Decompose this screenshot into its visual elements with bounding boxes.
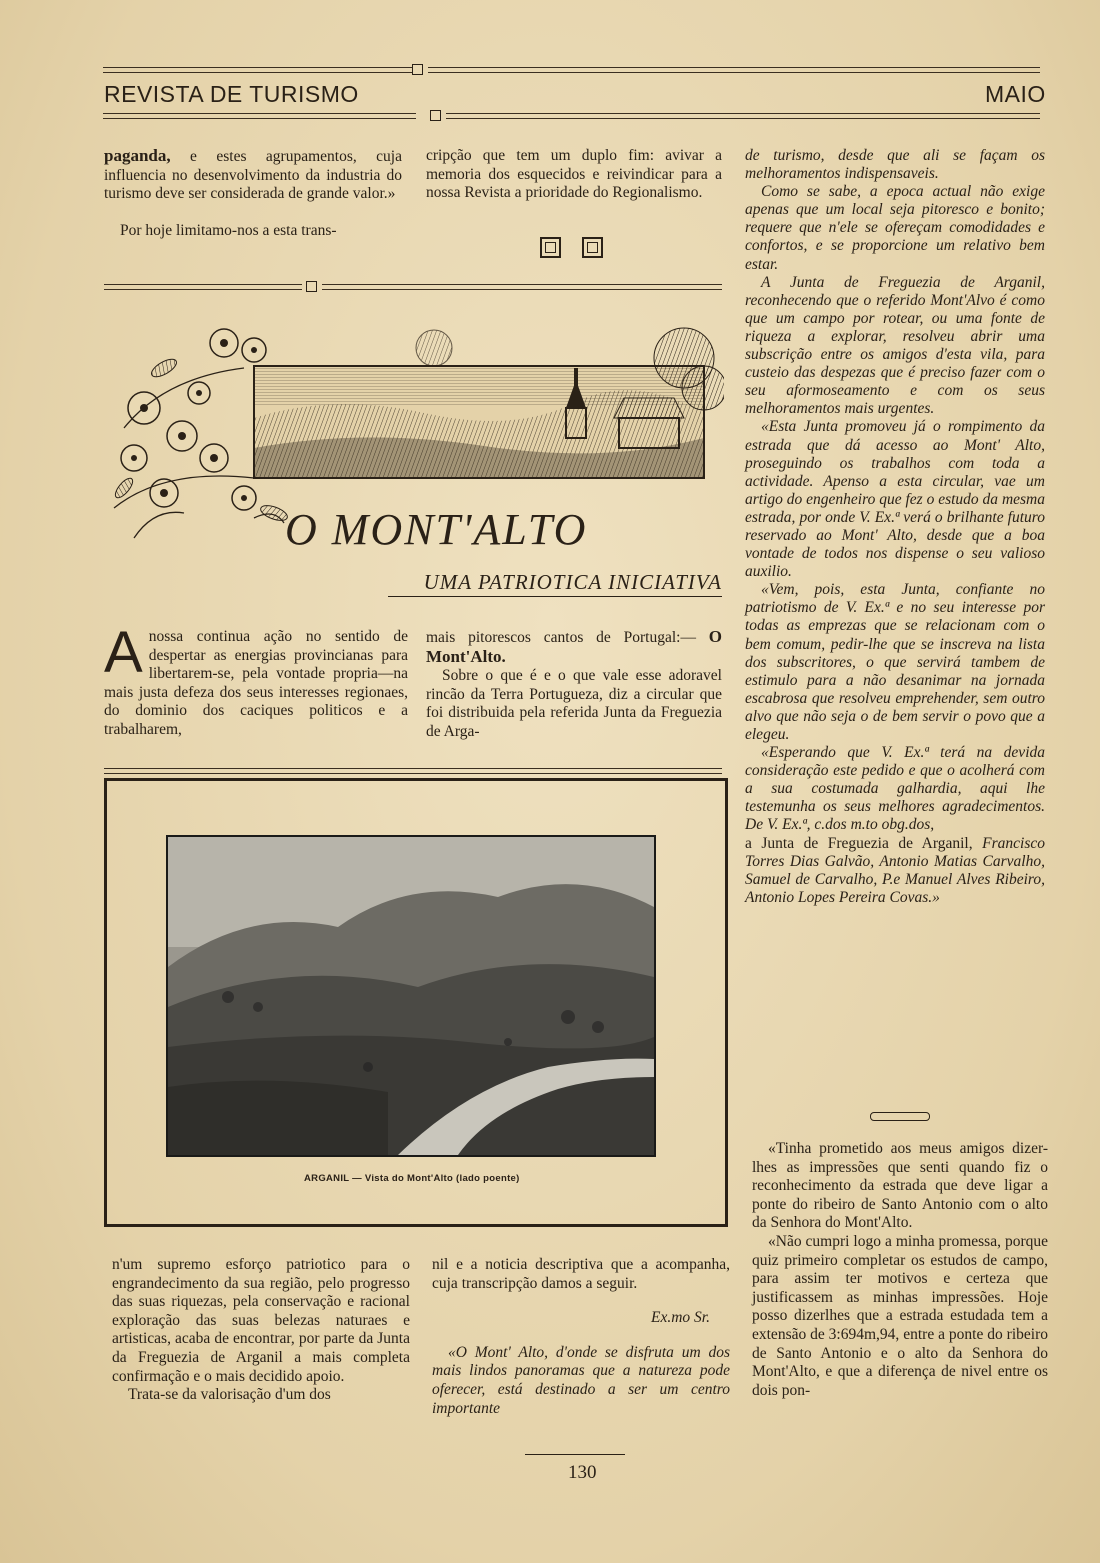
bottom-left-paragraph-2: Trata-se da valorisação d'um dos	[128, 1386, 331, 1404]
lead-word: paganda,	[104, 146, 171, 165]
section-divider-left	[104, 284, 302, 290]
article-title: O MONT'ALTO	[285, 505, 588, 554]
letter-opening: «O Mont' Alto, d'onde se disfruta um dos mais lindos panoramas que a natureza pode oferecer, está destinado a ser um centro importante	[432, 1343, 730, 1417]
ornament-box-right	[582, 237, 603, 258]
header-rule-top-right	[428, 67, 1040, 73]
top-left-column	[104, 147, 402, 240]
article-subtitle: UMA PATRIOTICA INICIATIVA	[388, 570, 722, 597]
header-ornament-square-top	[412, 64, 423, 75]
drop-cap: A	[104, 620, 143, 685]
ornament-box-left	[540, 237, 561, 258]
article-middle-column	[426, 628, 722, 742]
right-column	[745, 147, 1045, 907]
right-paragraph-1: de turismo, desde que ali se façam os melhoramentos indispensaveis.	[745, 147, 1045, 183]
arganil-photograph	[166, 835, 656, 1157]
header-rule-bottom-left	[103, 113, 416, 119]
photo-caption: ARGANIL — Vista do Mont'Alto (lado poente)	[304, 1173, 520, 1184]
photo-landscape	[168, 837, 654, 1155]
right-paragraph-7	[745, 835, 1045, 907]
article-opening-paragraph	[104, 620, 408, 740]
signatory-intro: a Junta de Freguezia de Arganil,	[745, 834, 973, 852]
article-middle-paragraph-2: Sobre o que é e o que vale esse adoravel rincão da Terra Portugueza, diz a circular que foi distribuida pela referida Junta da Freguezia de Arga-	[426, 667, 722, 740]
bottom-middle-paragraph-1: nil e a noticia descriptiva que a acompanha, cuja transcripção damos a seguir.	[432, 1256, 730, 1292]
header-rule-bottom-right	[446, 113, 1040, 119]
top-middle-paragraph: cripção que tem um duplo fim: avivar a memoria dos esquecidos e reivindicar para a nossa Revista a prioridade do Regionalismo.	[426, 147, 722, 202]
top-left-paragraph-2: Por hoje limitamo-nos a esta trans-	[120, 221, 337, 239]
top-middle-column	[426, 147, 722, 203]
top-left-paragraph-text: e estes agrupamentos, cuja influencia no desenvolvimento da industria do turismo deve ser considerada de grande valor.»	[104, 148, 402, 203]
top-left-paragraph	[104, 147, 402, 204]
signatories: Francisco Torres Dias Galvão, Antonio Matias Carvalho, Samuel de Carvalho, P.e Manuel Alves Ribeiro, Antonio Lopes Pereira Covas.»	[745, 834, 1045, 906]
right-paragraph-8: «Tinha prometido aos meus amigos dizer-lhes as impressões que senti quando fiz o reconhecimento da estrada que deve ligar a ponte do ribeiro de Santo Antonio com o alto da Senhora do Mont'Alto.	[752, 1140, 1048, 1232]
photo-top-rule	[104, 768, 722, 774]
header-rule-top-left	[103, 67, 416, 73]
letter-salutation: Ex.mo Sr.	[651, 1309, 710, 1327]
section-divider-right	[322, 284, 722, 290]
section-divider-square	[306, 281, 317, 292]
header-month: MAIO	[985, 81, 1046, 107]
right-paragraph-4: «Esta Junta promoveu já o rompimento da estrada que dá acesso ao Mont' Alto, proseguindo os trabalhos com toda a actividade. Apenso a esta circular, vae um artigo do engenheiro que fez o estudo da mesma estrada, por onde V. Ex.ª verá o brilhante futuro reservado ao Mont' Alto, desde que a boa vontade de todos nos dispense o seu valioso auxilio.	[745, 418, 1045, 581]
page-number-rule	[525, 1454, 625, 1455]
article-middle-text: mais pitorescos cantos de Portugal:—	[426, 629, 709, 646]
right-paragraph-2: Como se sabe, a epoca actual não exige apenas que um local seja pitoresco e bonito; requere que n'ele se ofereçam comodidades e confortos, e se proporcione um relativo bem estar.	[745, 183, 1045, 273]
right-paragraph-3: A Junta de Freguezia de Arganil, reconhecendo que o referido Mont'Alvo é como que um campo por rotear, ou uma fonte de riqueza a explorar, resolveu abrir uma subscrição entre os amigos d'esta vila, para custeio das despezas que é preciso fazer com o seu aformoseamento e com os seus melhoramentos mais urgentes.	[745, 273, 1045, 418]
right-paragraph-5: «Vem, pois, esta Junta, confiante no patriotismo de V. Ex.ª e no seu interesse por todas as emprezas que se relacionam com o bem comum, pedir-lhe que se inscreva na lista dos subscritores, o que servirá tambem de estimulo para a não desanimar na jornada escabrosa que resolveu emprehender, sem outro alvo que não seja o de bem servir o povo que a elegeu.	[745, 581, 1045, 743]
article-middle-paragraph-1	[426, 628, 722, 667]
right-paragraph-9: «Não cumpri logo a minha promessa, porque quiz primeiro completar os estudos de campo, para assim ter motivos e certeza que justificassem as minhas impressões. Hoje posso dizerlhes que a estrada estudada tem a extensão de 3:694m,94, entre a ponte do ribeiro de Santo Antonio e o alto da Senhora do Mont'Alto, e que a diferença de nivel entre os dois pon-	[752, 1232, 1048, 1399]
bottom-left-paragraph-1: n'um supremo esforço patriotico para o engrandecimento da sua região, pelo progresso das suas riquezas, pela conservação e racional exploração das suas belezas naturaes e artisticas, acaba de encontrar, por parte da Junta da Freguezia de Arganil a mais completa confirmação e o mais decidido apoio.	[112, 1256, 410, 1385]
article-opening-text: nossa continua ação no sentido de despertar as energias provincianas para libertarem-se, pela vontade propria—na mais justa defeza dos seus interesses regionaes, do dominio dos caciques politicos e a trabalharem,	[104, 628, 408, 738]
right-column-lower	[752, 1140, 1048, 1400]
montalto-name: O Mont'Alto.	[426, 627, 722, 666]
small-ornament	[870, 1112, 930, 1121]
right-paragraph-6: «Esperando que V. Ex.ª terá na devida consideração este pedido e que o acolherá com a sua costumada galhardia, aqui lhe testemunha os seus melhores agradecimentos. De V. Ex.ª, c.dos m.to obg.dos,	[745, 744, 1045, 834]
article-left-column	[104, 620, 408, 740]
bottom-middle-column	[432, 1256, 730, 1418]
bottom-left-column	[112, 1256, 410, 1405]
header-ornament-square-bottom	[430, 110, 441, 121]
page-number: 130	[568, 1462, 597, 1483]
header-title: REVISTA DE TURISMO	[104, 81, 359, 107]
